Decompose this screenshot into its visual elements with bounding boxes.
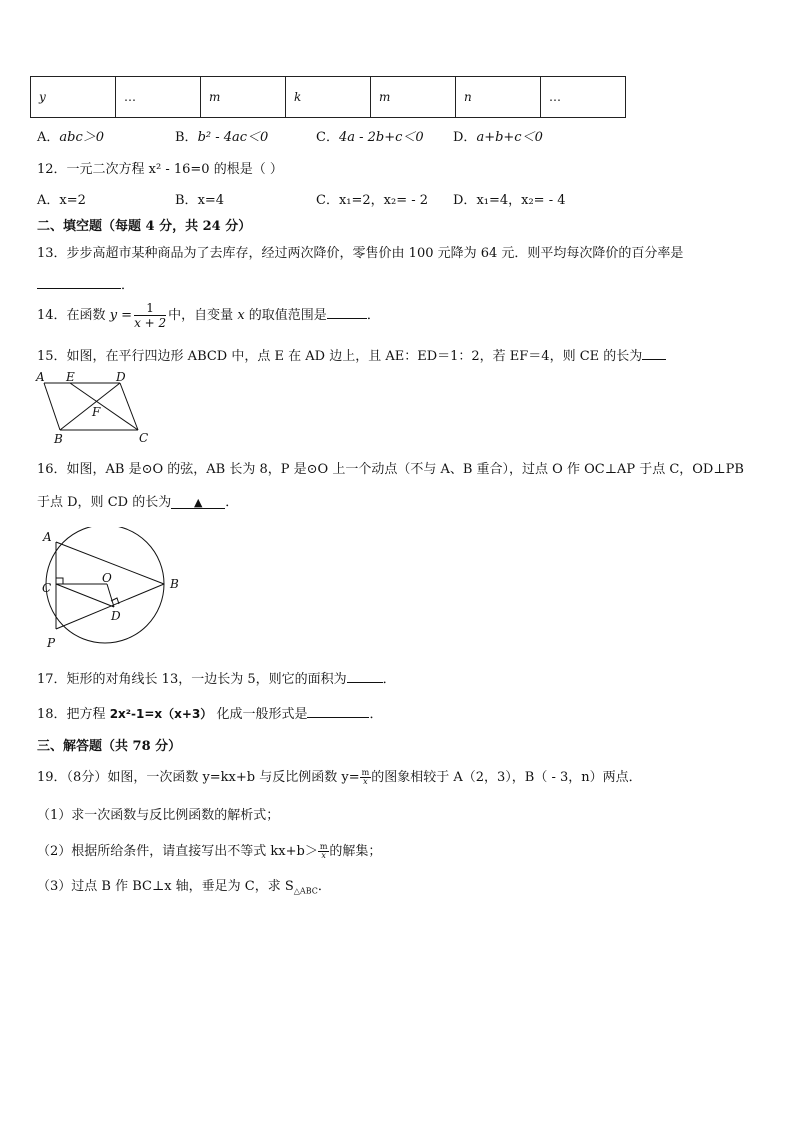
q12-option-d [453, 189, 566, 208]
punct: ． [382, 672, 396, 687]
q13-answer-line [37, 274, 134, 293]
fraction [360, 769, 372, 786]
fraction-numerator: m [361, 768, 370, 777]
q14-prefix: 14．在函数 [37, 308, 106, 323]
q14-post: 的取值范围是 [248, 308, 327, 323]
answer-blank[interactable] [307, 705, 369, 718]
option-text: b² - 4ac＜0 [197, 130, 269, 145]
answer-blank[interactable] [347, 670, 383, 683]
option-letter: A． [37, 193, 60, 208]
variable: x [237, 308, 245, 323]
table-cell: m [201, 77, 286, 118]
punct: ． [369, 707, 383, 722]
option-text: x=2 [59, 193, 86, 208]
option-text: x₁=4，x₂= - 4 [476, 193, 566, 208]
label-b: B [170, 577, 179, 591]
label-p: P [47, 636, 56, 650]
q19-text-2: 的图象相较于 A（2，3），B（ - 3，n）两点． [371, 770, 642, 785]
circle-figure [34, 527, 184, 651]
area-subscript: △ABC [293, 886, 318, 896]
punct: ． [121, 278, 135, 293]
option-letter: D． [453, 130, 477, 145]
label-d: D [116, 370, 126, 384]
label-a: A [36, 370, 45, 384]
table-cell: y [31, 77, 116, 118]
q19-part2-text: （2）根据所给条件，请直接写出不等式 kx+b＞ [37, 844, 318, 859]
q19-part1: （1）求一次函数与反比例函数的解析式； [37, 808, 280, 823]
option-text: x₁=2，x₂= - 2 [338, 193, 429, 208]
label-o: O [102, 571, 112, 585]
q19-part3 [37, 875, 331, 896]
label-d: D [111, 609, 121, 623]
equation: 2x²-1=x（x+3） [109, 707, 213, 721]
q12-option-c [316, 189, 428, 208]
fraction-denominator: x [321, 851, 326, 860]
q15-stem [37, 345, 666, 364]
fraction [318, 843, 330, 860]
parallelogram-figure [34, 368, 164, 446]
answer-blank[interactable] [171, 496, 225, 509]
q19-text: 19．（8分）如图，一次函数 y=kx+b 与反比例函数 y= [37, 770, 360, 785]
option-letter: B． [175, 193, 198, 208]
q14-mid: 中，自变量 [168, 308, 234, 323]
q15-text: 15．如图，在平行四边形 ABCD 中，点 E 在 AD 边上，且 AE：ED＝1：2，若 EF＝4，则 CE 的长为 [37, 349, 643, 364]
table-cell: m [371, 77, 456, 118]
q12-option-b [175, 189, 224, 208]
q19-part2-end: 的解集； [329, 844, 382, 859]
punct: ． [317, 879, 331, 894]
segment-cd [56, 584, 114, 607]
segment-od [107, 584, 114, 607]
q16-stem-line2 [37, 491, 238, 510]
fraction-numerator: 1 [134, 301, 166, 316]
punct: ． [225, 495, 239, 510]
answer-blank[interactable] [37, 276, 121, 289]
label-c: C [42, 581, 52, 595]
label-b: B [54, 432, 63, 446]
q14-stem [37, 298, 380, 334]
q16-text: 于点 D，则 CD 的长为 [37, 495, 172, 510]
q19-part2 [37, 840, 381, 860]
q12-option-a [37, 189, 86, 208]
table-cell: k [286, 77, 371, 118]
option-letter: D． [453, 193, 477, 208]
q11-option-a [37, 126, 104, 145]
table-cell: n [456, 77, 541, 118]
table-cell: … [541, 77, 626, 118]
q11-option-b [175, 126, 268, 145]
label-e: E [66, 370, 75, 384]
section-heading: 二、填空题（每题 4 分，共 24 分） [37, 219, 252, 234]
option-text: x=4 [197, 193, 225, 208]
q18-prefix: 18．把方程 [37, 707, 106, 722]
q12-stem: 12．一元二次方程 x² - 16=0 的根是（ ） [37, 162, 283, 177]
q13-stem: 13．步步高超市某种商品为了去库存，经过两次降价，零售价由 100 元降为 64 元．则平均每次降价的百分率是 [37, 246, 684, 261]
q19-stem [37, 766, 642, 786]
punct: ． [366, 308, 380, 323]
option-letter: C． [316, 130, 339, 145]
triangle-marker-icon: ▲ [193, 496, 203, 509]
label-f: F [92, 405, 101, 419]
segment-dc [120, 383, 138, 430]
label-c: C [139, 431, 149, 445]
right-angle-mark-c [56, 578, 63, 584]
fraction-denominator: x + 2 [134, 315, 167, 330]
q18-stem [37, 703, 382, 722]
fraction-denominator: x [363, 777, 368, 786]
option-text: 4a - 2b+c＜0 [338, 130, 424, 145]
section-heading: 三、解答题（共 78 分） [37, 739, 182, 754]
q16-stem-line1: 16．如图，AB 是⊙O 的弦，AB 长为 8，P 是⊙O 上一个动点（不与 A、B 重合），过点 O 作 OC⊥AP 于点 C，OD⊥PB [37, 462, 744, 477]
label-a: A [43, 530, 52, 544]
answer-blank[interactable] [327, 306, 367, 319]
option-text: a+b+c＜0 [476, 130, 543, 145]
segment-ec [70, 383, 138, 430]
q11-option-c [316, 126, 424, 145]
segment-ab [44, 383, 60, 430]
q17-text: 17．矩形的对角线长 13，一边长为 5，则它的面积为 [37, 672, 347, 687]
value-table [30, 76, 626, 118]
option-letter: A． [37, 130, 60, 145]
option-letter: C． [316, 193, 339, 208]
table-cell: … [116, 77, 201, 118]
segment-bd [60, 383, 120, 430]
option-text: abc＞0 [59, 130, 105, 145]
q19-part3-text: （3）过点 B 作 BC⊥x 轴，垂足为 C，求 S [37, 879, 294, 894]
func-lhs: y = [109, 308, 133, 323]
q18-post: 化成一般形式是 [216, 707, 308, 722]
fraction-numerator: m [319, 842, 328, 851]
q17-stem [37, 668, 396, 687]
q11-option-d [453, 126, 543, 145]
table-row [31, 77, 626, 118]
fraction [134, 301, 166, 331]
option-letter: B． [175, 130, 198, 145]
answer-blank[interactable] [642, 347, 666, 360]
